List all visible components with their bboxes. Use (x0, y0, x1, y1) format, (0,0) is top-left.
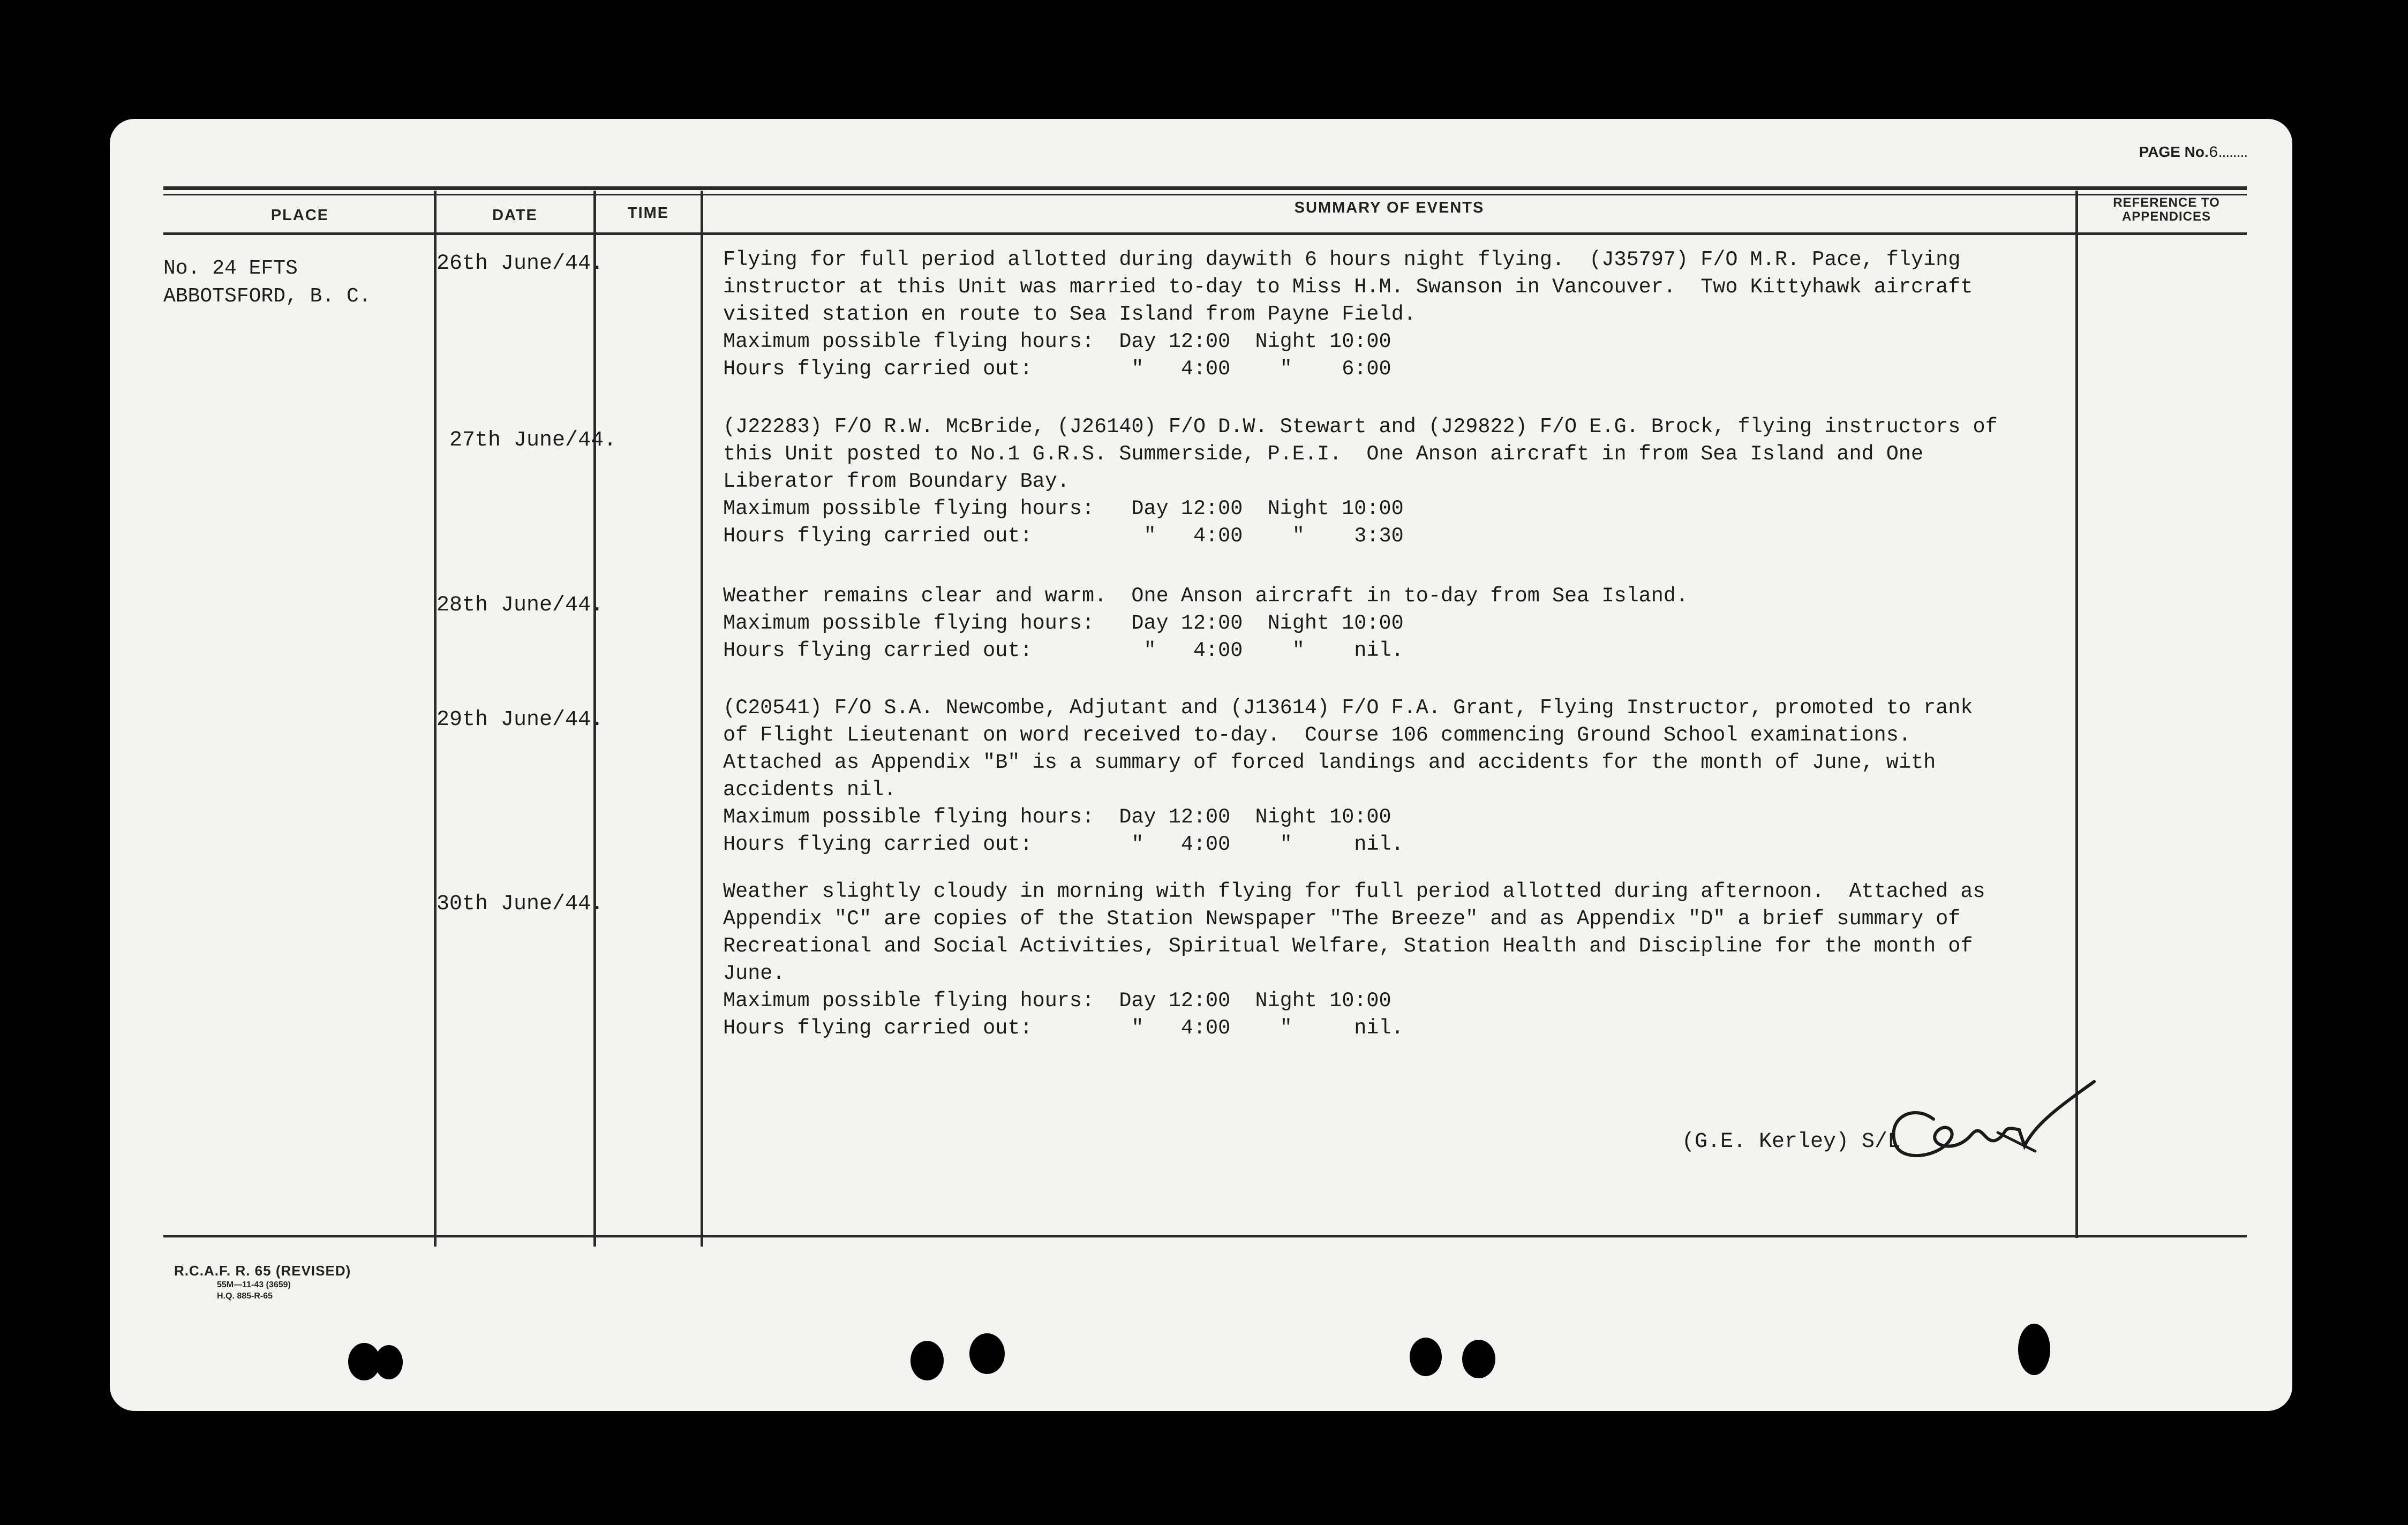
entry-line: Hours flying carried out: " 4:00 " nil. (723, 833, 1404, 856)
divider-time-summary (701, 191, 703, 1247)
entry-line: instructor at this Unit was married to-day to Miss H.M. Swanson in Vancouver. Two Kittyhawk aircraft (723, 275, 1973, 299)
form-footer (174, 1263, 351, 1302)
summary-entry-1 (723, 246, 2067, 383)
summary-entry-2 (723, 413, 2067, 550)
date-entry-3: 28th June/44. (437, 593, 604, 617)
summary-entry-5 (723, 878, 2067, 1042)
page-number (2139, 144, 2247, 162)
punch-hole (1462, 1340, 1495, 1378)
handwritten-signature (1864, 1071, 2110, 1178)
bottom-rule (163, 1235, 2247, 1237)
top-rule-thick (163, 186, 2247, 190)
form-number: R.C.A.F. R. 65 (REVISED) (174, 1263, 351, 1279)
entry-line: Maximum possible flying hours: Day 12:00 Night 10:00 (723, 497, 1404, 520)
date-entry-1: 26th June/44. (437, 252, 604, 276)
entry-line: Maximum possible flying hours: Day 12:00 Night 10:00 (723, 805, 1391, 829)
entry-line: Maximum possible flying hours: Day 12:00 Night 10:00 (723, 611, 1404, 635)
summary-entry-3 (723, 583, 2067, 665)
entry-line: accidents nil. (723, 778, 897, 802)
punch-hole (1410, 1338, 1442, 1376)
signatory-name: (G.E. Kerley) S/L (1682, 1130, 1901, 1154)
entry-line: Appendix "C" are copies of the Station Newspaper "The Breeze" and as Appendix "D" a brief summary of (723, 907, 1961, 931)
entry-line: visited station en route to Sea Island from Payne Field. (723, 303, 1416, 326)
entry-line: June. (723, 962, 785, 985)
punch-hole (2018, 1324, 2050, 1375)
entry-line: (J22283) F/O R.W. McBride, (J26140) F/O D.W. Stewart and (J29822) F/O E.G. Brock, flying instructors of (723, 415, 1998, 439)
entry-line: Attached as Appendix "B" is a summary of forced landings and accidents for the month of June, with (723, 751, 1936, 774)
header-summary: SUMMARY OF EVENTS (1294, 199, 1485, 216)
entry-line: Flying for full period allotted during daywith 6 hours night flying. (J35797) F/O M.R. Pace, flying (723, 248, 1961, 271)
header-reference: REFERENCE TO APPENDICES (2113, 195, 2220, 224)
entry-line: Weather slightly cloudy in morning with flying for full period allotted during afternoon. Attached as (723, 880, 1985, 903)
punch-hole (969, 1333, 1005, 1374)
entry-line: Recreational and Social Activities, Spiritual Welfare, Station Health and Discipline for the month of (723, 934, 1973, 958)
punch-hole (910, 1341, 944, 1380)
page-number-dots: ........ (2218, 144, 2247, 160)
page-number-label: PAGE No. (2139, 144, 2209, 160)
entry-line: Maximum possible flying hours: Day 12:00 Night 10:00 (723, 330, 1391, 353)
entry-line: of Flight Lieutenant on word received to-day. Course 106 commencing Ground School examinations. (723, 723, 1911, 747)
form-hq-code: H.Q. 885-R-65 (217, 1292, 273, 1301)
summary-entry-4 (723, 694, 2067, 858)
entry-line: Hours flying carried out: " 4:00 " nil. (723, 1016, 1404, 1040)
date-entry-2: 27th June/44. (437, 428, 617, 452)
entry-line: Liberator from Boundary Bay. (723, 470, 1070, 493)
place-text: No. 24 EFTS ABBOTSFORD, B. C. (163, 257, 371, 308)
date-entry-4: 29th June/44. (437, 708, 604, 732)
page-number-value: 6 (2208, 144, 2218, 162)
entry-line: Hours flying carried out: " 4:00 " 6:00 (723, 357, 1391, 381)
header-time: TIME (627, 205, 669, 222)
header-date: DATE (492, 207, 538, 224)
entry-line: Hours flying carried out: " 4:00 " 3:30 (723, 524, 1404, 548)
entry-line: this Unit posted to No.1 G.R.S. Summerside, P.E.I. One Anson aircraft in from Sea Island and One (723, 442, 1924, 466)
header-place: PLACE (270, 207, 329, 224)
entry-line: Maximum possible flying hours: Day 12:00 Night 10:00 (723, 989, 1391, 1013)
header-underline (163, 232, 2247, 235)
entry-line: Hours flying carried out: " 4:00 " nil. (723, 639, 1404, 662)
date-entry-5: 30th June/44. (437, 892, 604, 916)
form-print-code: 55M—11-43 (3659) (217, 1280, 291, 1289)
punch-hole (375, 1345, 403, 1379)
entry-line: (C20541) F/O S.A. Newcombe, Adjutant and (J13614) F/O F.A. Grant, Flying Instructor, promoted to rank (723, 696, 1973, 720)
top-rule-thin (163, 194, 2247, 195)
entry-line: Weather remains clear and warm. One Anson aircraft in to-day from Sea Island. (723, 584, 1689, 608)
